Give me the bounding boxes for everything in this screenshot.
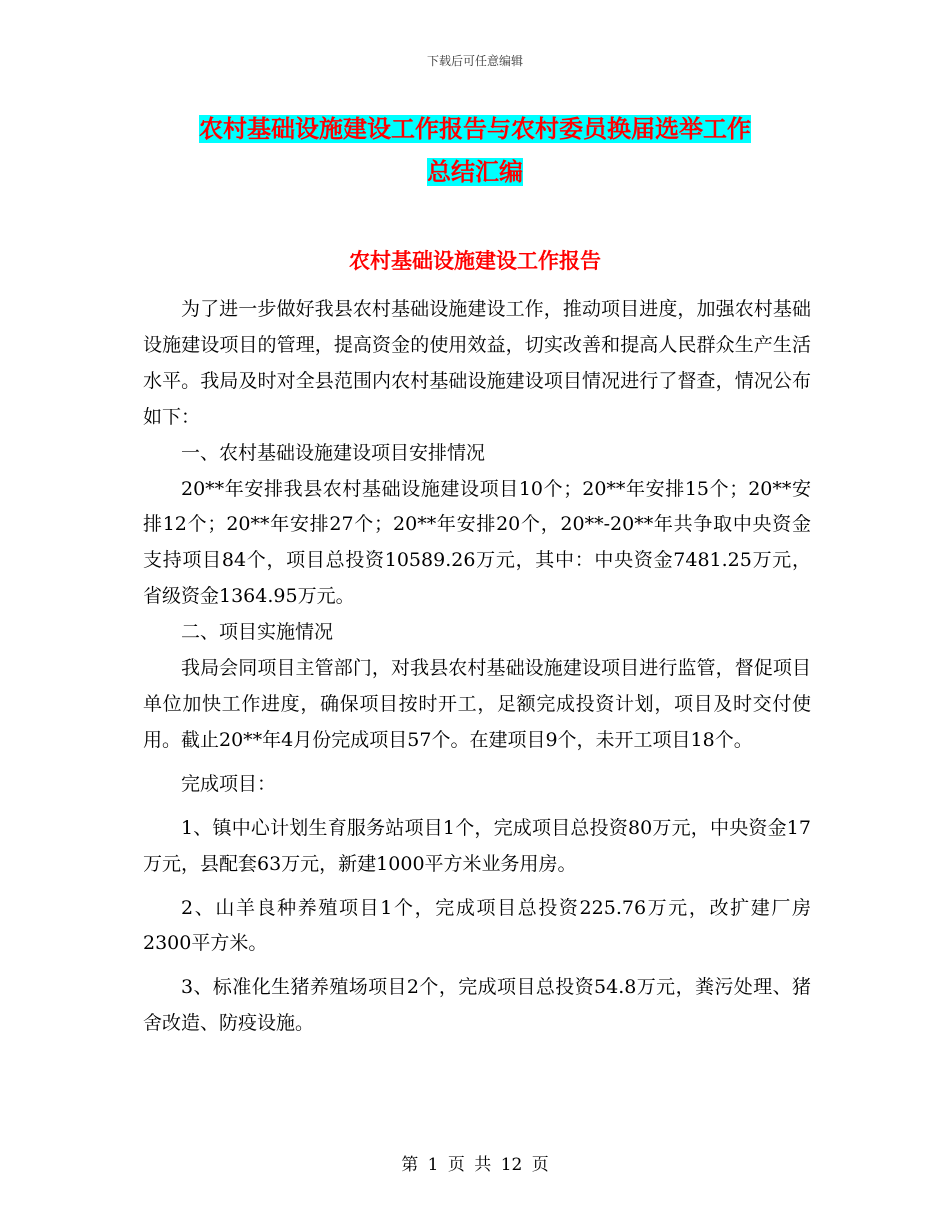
list-item-project-3: 3、标准化生猪养殖场项目2个，完成项目总投资54.8万元，粪污处理、猪舍改造、防疫设施。	[143, 976, 811, 1035]
list-item-project-2: 2、山羊良种养殖项目1个，完成项目总投资225.76万元，改扩建厂房2300平方米。	[143, 896, 811, 955]
page-header-note: 下载后可任意编辑	[426, 54, 523, 68]
document-body	[143, 292, 811, 1042]
list-item-project-1: 1、镇中心计划生育服务站项目1个，完成项目总投资80万元，中央资金17万元，县配套63万元，新建1000平方米业务用房。	[143, 816, 811, 875]
heading-project-arrangement: 一、农村基础设施建设项目安排情况	[181, 441, 486, 464]
paragraph-implementation-details: 我局会同项目主管部门，对我县农村基础设施建设项目进行监管，督促项目单位加快工作进度，确保项目按时开工，足额完成投资计划，项目及时交付使用。截止20**年4月份完成项目57个。在建项目9个，未开工项目18个。	[143, 657, 811, 751]
paragraph-intro: 为了进一步做好我县农村基础设施建设工作，推动项目进度，加强农村基础设施建设项目的管理，提高资金的使用效益，切实改善和提高人民群众生产生活水平。我局及时对全县范围内农村基础设施建设项目情况进行了督查，情况公布如下：	[143, 298, 811, 428]
heading-implementation: 二、项目实施情况	[181, 621, 334, 644]
document-title	[0, 108, 950, 194]
paragraph-arrangement-details: 20**年安排我县农村基础设施建设项目10个；20**年安排15个；20**安排12个；20**年安排27个；20**年安排20个，20**-20**年共争取中央资金支持项目84个，项目总投资10589.26万元，其中：中央资金7481.25万元，省级资金1364.95万元。	[143, 477, 811, 608]
document-title-line-1: 农村基础设施建设工作报告与农村委员换届选举工作	[199, 115, 751, 143]
heading-completed-projects: 完成项目：	[181, 772, 277, 795]
document-title-line-2: 总结汇编	[427, 158, 523, 186]
section-title: 农村基础设施建设工作报告	[349, 249, 601, 273]
page-number-footer: 第 1 页 共 12 页	[401, 1155, 549, 1175]
